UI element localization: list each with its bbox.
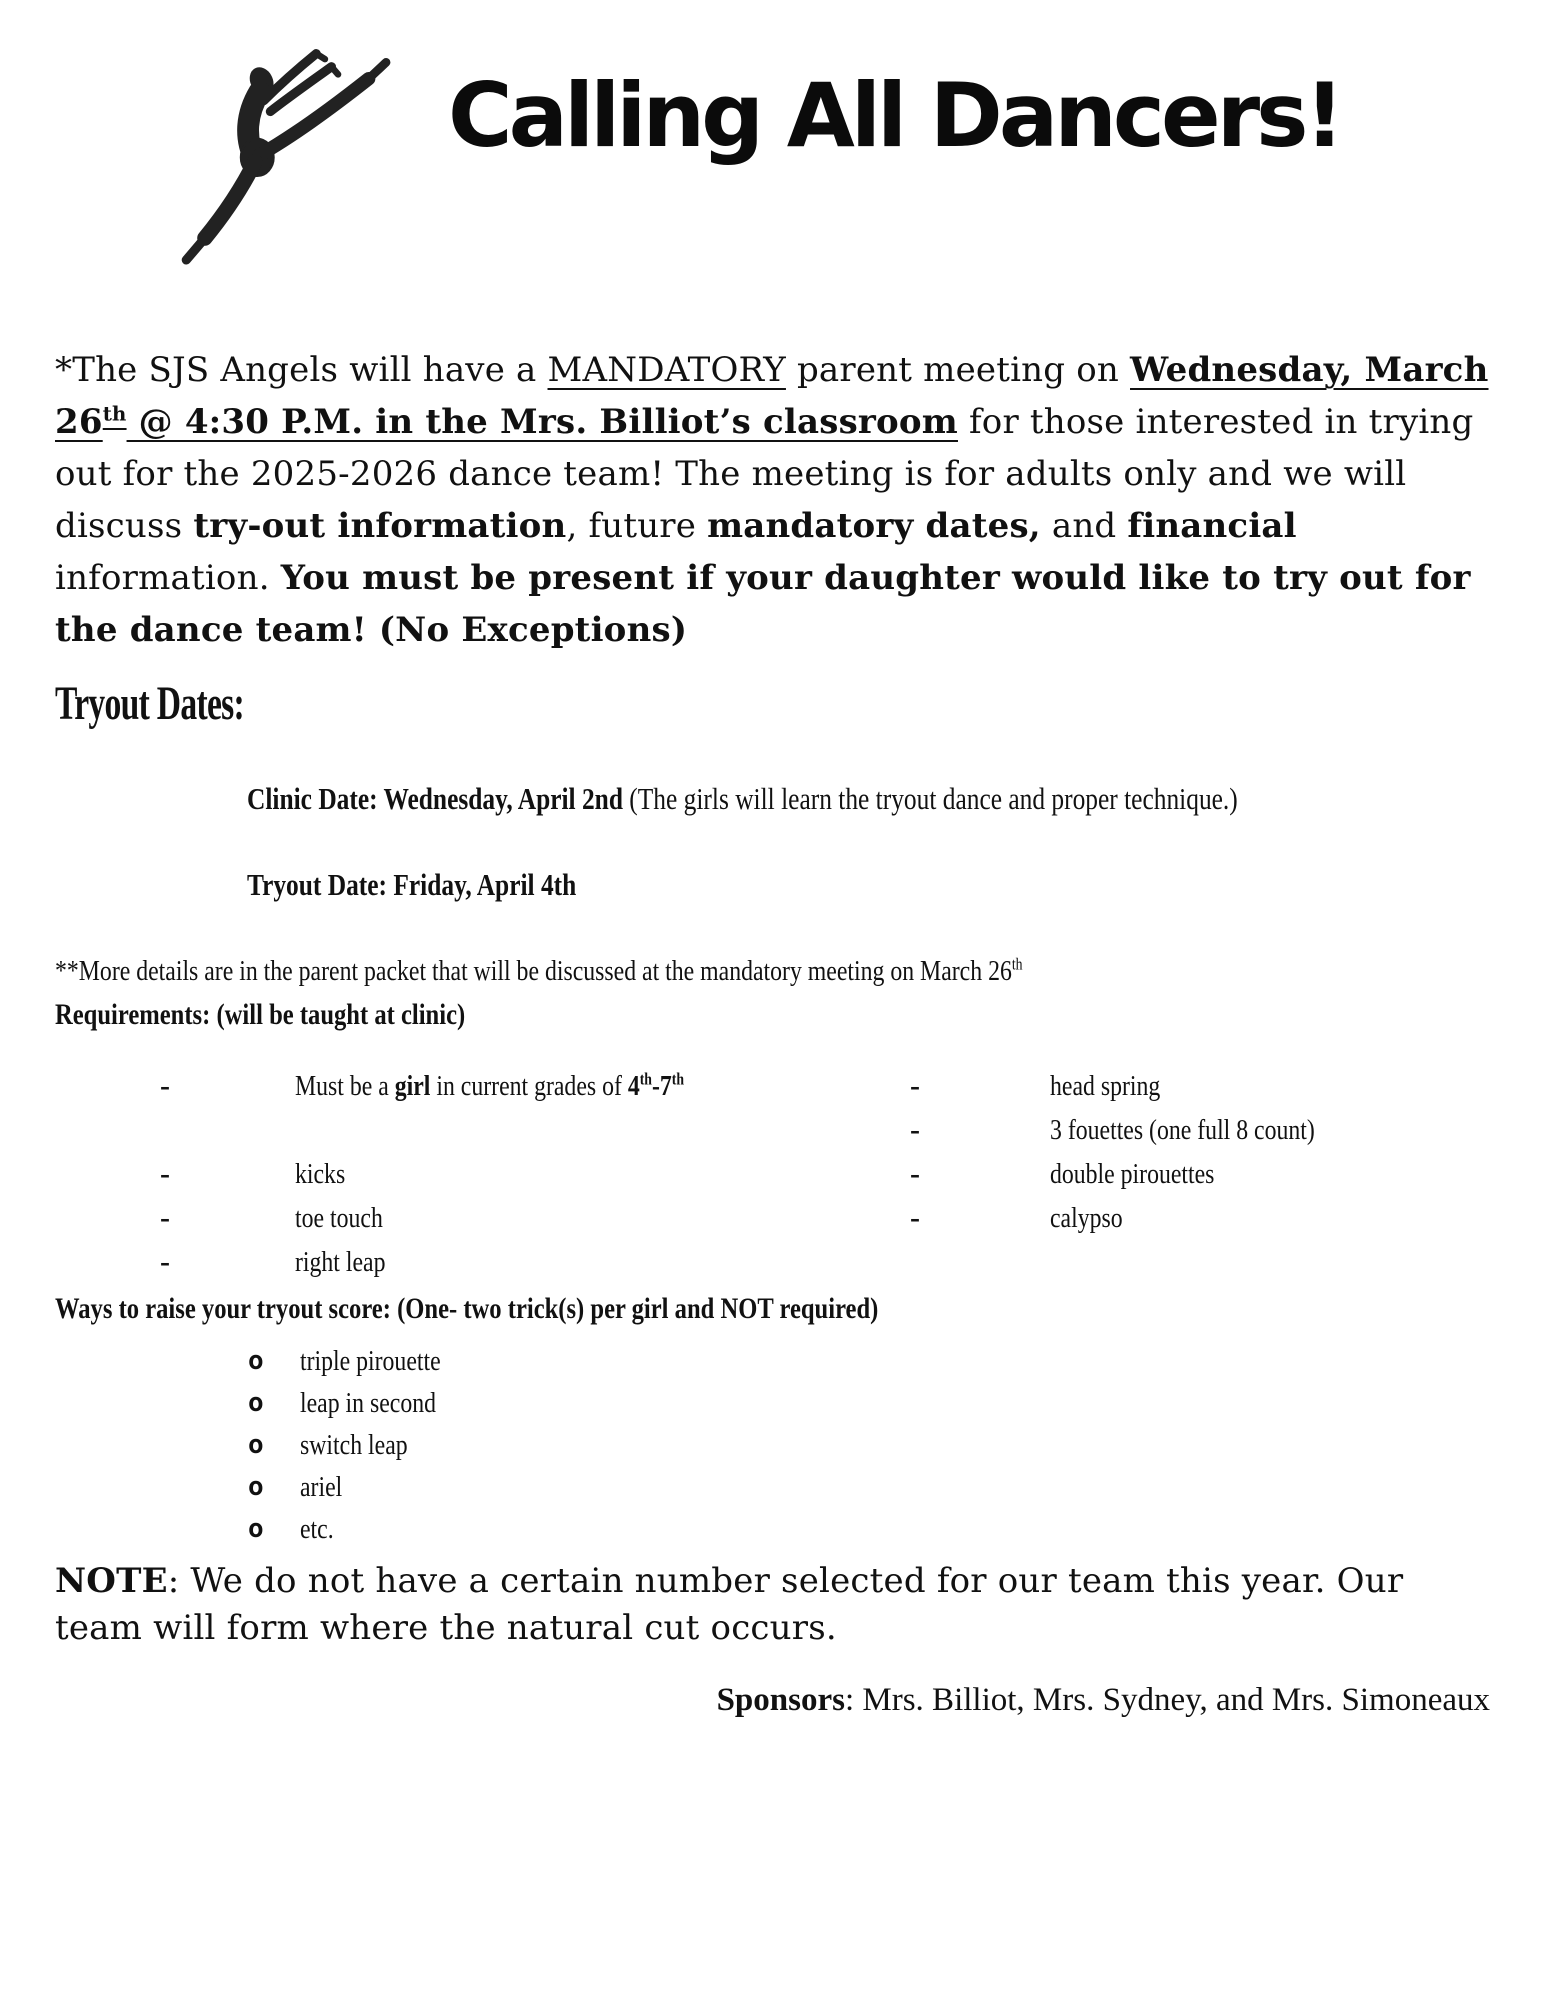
- dash-bullet: -: [910, 1113, 920, 1146]
- list-item: [55, 1424, 1490, 1466]
- requirement-label: head spring: [1050, 1069, 1161, 1102]
- requirements-row: [55, 1240, 1490, 1284]
- requirement-item: [55, 1245, 845, 1279]
- requirements-row: [55, 1108, 1490, 1152]
- leaping-dancer-icon: [140, 46, 440, 308]
- requirements-heading: Requirements: (will be taught at clinic): [55, 998, 466, 1031]
- list-item: [55, 1508, 1490, 1550]
- list-item: [55, 1340, 1490, 1382]
- o-bullet: o: [248, 1346, 264, 1376]
- dash-bullet: -: [910, 1069, 920, 1102]
- requirement-label: 3 fouettes (one full 8 count): [1050, 1113, 1315, 1146]
- requirement-label: toe touch: [295, 1201, 383, 1234]
- score-ways-list: [55, 1340, 1490, 1550]
- o-bullet: o: [248, 1430, 264, 1460]
- requirement-label: kicks: [295, 1157, 346, 1190]
- requirement-item: [55, 1157, 845, 1191]
- requirements-grid: [55, 1064, 1490, 1284]
- note-paragraph: NOTE: We do not have a certain number selected for our team this year. Our team will form where the natural cut occurs.: [55, 1561, 1404, 1648]
- flyer-title: Calling All Dancers!: [448, 64, 1341, 167]
- trick-label: leap in second: [300, 1386, 437, 1419]
- trick-label: ariel: [300, 1470, 343, 1503]
- dash-bullet: -: [910, 1201, 920, 1234]
- o-bullet: o: [248, 1472, 264, 1502]
- requirement-item: [55, 1069, 845, 1103]
- tryout-date-line: Tryout Date: Friday, April 4th: [247, 867, 577, 902]
- intro-paragraph: *The SJS Angels will have a MANDATORY parent meeting on Wednesday, March 26th @ 4:30 P.M. in the Mrs. Billiot’s classroom for those interested in trying out for the 2025-2026 dance team! The meeting is for adults only and we will discuss try-out information, future mandatory dates, and financial information. You must be present if your daughter would like to try out for the dance team! (No Exceptions): [55, 350, 1489, 650]
- requirement-item: [55, 1201, 845, 1235]
- requirement-item: [845, 1113, 1490, 1147]
- trick-label: etc.: [300, 1512, 334, 1545]
- flyer-header: [55, 0, 1490, 314]
- dash-bullet: -: [160, 1069, 170, 1102]
- requirement-label: calypso: [1050, 1201, 1123, 1234]
- trick-label: switch leap: [300, 1428, 408, 1461]
- trick-label: triple pirouette: [300, 1344, 441, 1377]
- requirement-label: right leap: [295, 1245, 386, 1278]
- requirement-item: [845, 1069, 1490, 1103]
- requirement-label: Must be a girl in current grades of 4th-7th: [295, 1068, 685, 1102]
- requirements-row: [55, 1064, 1490, 1108]
- requirements-row: [55, 1196, 1490, 1240]
- requirement-item: [845, 1201, 1490, 1235]
- sponsors-line: Sponsors: Mrs. Billiot, Mrs. Sydney, and Mrs. Simoneaux: [716, 1682, 1490, 1718]
- clinic-date-line: Clinic Date: Wednesday, April 2nd (The girls will learn the tryout dance and proper technique.): [247, 781, 1238, 816]
- requirement-label: double pirouettes: [1050, 1157, 1215, 1190]
- details-note: **More details are in the parent packet that will be discussed at the mandatory meeting on March 26th: [55, 954, 1023, 987]
- dash-bullet: -: [160, 1157, 170, 1190]
- dash-bullet: -: [160, 1201, 170, 1234]
- dash-bullet: -: [910, 1157, 920, 1190]
- list-item: [55, 1466, 1490, 1508]
- requirement-item: [845, 1157, 1490, 1191]
- list-item: [55, 1382, 1490, 1424]
- o-bullet: o: [248, 1388, 264, 1418]
- tryout-dates-heading: Tryout Dates:: [55, 677, 245, 730]
- o-bullet: o: [248, 1514, 264, 1544]
- dash-bullet: -: [160, 1245, 170, 1278]
- score-ways-heading: Ways to raise your tryout score: (One- two trick(s) per girl and NOT required): [55, 1292, 879, 1325]
- requirements-row: [55, 1152, 1490, 1196]
